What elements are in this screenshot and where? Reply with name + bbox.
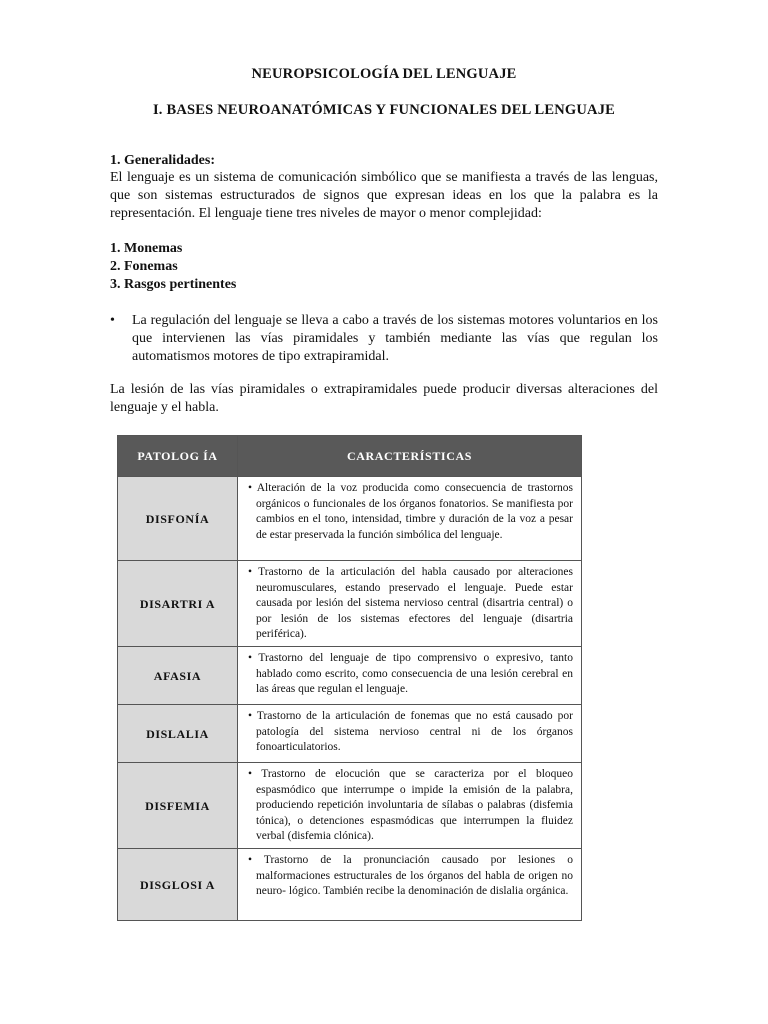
pathology-description: • Trastorno de elocución que se caracteriza por el bloqueo espasmódico que interrumpe o impide la emisión de la palabra, produciendo repetición involuntaria de sílabas o palabras (disfemia tónica), o detenciones espasmódicas que interrumpen la fluidez verbal (disfemia clónica). bbox=[248, 768, 573, 842]
table-row bbox=[118, 849, 582, 921]
intro-paragraph: El lenguaje es un sistema de comunicación simbólico que se manifiesta a través de las lenguas, que son sistemas estructurados de signos que expresan ideas en los que la palabra es la representación. El lenguaje tiene tres niveles de mayor o menor complejidad: bbox=[110, 170, 658, 221]
list-item: 1. Monemas bbox=[110, 241, 183, 256]
header-patologia: PATOLOG ÍA bbox=[118, 436, 238, 477]
pathology-desc-cell bbox=[238, 705, 582, 763]
levels-list bbox=[110, 240, 658, 294]
pathology-desc-cell bbox=[238, 477, 582, 561]
pathology-description: • Trastorno de la articulación del habla causado por alteraciones neuromusculares, estando preservado el lenguaje. Puede estar causada por lesión del sistema nervioso central (disartria central) o por lesión de los sistemas efectores del lenguaje (disartria periférica). bbox=[248, 566, 573, 640]
pathology-description: • Trastorno de la articulación de fonemas que no está causado por patología del sistema nervioso central ni de los órganos fonoarticulatorios. bbox=[248, 710, 573, 753]
pathology-desc-cell bbox=[238, 763, 582, 849]
header-caracteristicas: CARACTERÍSTICAS bbox=[238, 436, 582, 477]
pathology-description: • Trastorno de la pronunciación causado por lesiones o malformaciones estructurales de los órganos del habla de origen no neuro- lógico. También recibe la denominación de dislalia orgánica. bbox=[248, 854, 573, 897]
pathology-table bbox=[117, 435, 582, 921]
pathology-name: DISFONÍA bbox=[118, 477, 238, 561]
pathology-desc-cell bbox=[238, 647, 582, 705]
pathology-name: DISARTRI A bbox=[118, 561, 238, 647]
pathology-name: DISLALIA bbox=[118, 705, 238, 763]
pathology-description: • Trastorno del lenguaje de tipo comprensivo o expresivo, tanto hablado como escrito, como consecuencia de una lesión cerebral en las áreas que regulan el lenguaje. bbox=[248, 652, 573, 695]
bullet-paragraph: La regulación del lenguaje se lleva a cabo a través de los sistemas motores voluntarios en los que intervienen las vías piramidales y también mediante las vías que regulan los automatismos motores de tipo extrapiramidal. bbox=[132, 313, 658, 364]
document-title: NEUROPSICOLOGÍA DEL LENGUAJE bbox=[251, 66, 517, 82]
bullet-paragraph-block bbox=[110, 312, 658, 366]
table-row bbox=[118, 647, 582, 705]
lesion-paragraph: La lesión de las vías piramidales o extrapiramidales puede producir diversas alteraciones del lenguaje y el habla. bbox=[110, 382, 658, 415]
table-header-row bbox=[118, 436, 582, 477]
bullet-icon: • bbox=[110, 313, 115, 328]
pathology-name: DISFEMIA bbox=[118, 763, 238, 849]
table-row bbox=[118, 763, 582, 849]
pathology-desc-cell bbox=[238, 849, 582, 921]
table-row bbox=[118, 477, 582, 561]
table-row bbox=[118, 561, 582, 647]
section-title: I. BASES NEUROANATÓMICAS Y FUNCIONALES DEL LENGUAJE bbox=[152, 102, 616, 118]
pathology-name: DISGLOSI A bbox=[118, 849, 238, 921]
pathology-description: • Alteración de la voz producida como consecuencia de trastornos orgánicos o funcionales de los órganos fonatorios. Se manifiesta por cambios en el tono, intensidad, timbre y duración de la voz a pesar de estar preservada la función simbólica del lenguaje. bbox=[248, 482, 573, 541]
generalidades-heading: 1. Generalidades: bbox=[110, 153, 215, 168]
list-item: 3. Rasgos pertinentes bbox=[110, 277, 237, 292]
pathology-desc-cell bbox=[238, 561, 582, 647]
list-item: 2. Fonemas bbox=[110, 259, 178, 274]
table-row bbox=[118, 705, 582, 763]
pathology-name: AFASIA bbox=[118, 647, 238, 705]
